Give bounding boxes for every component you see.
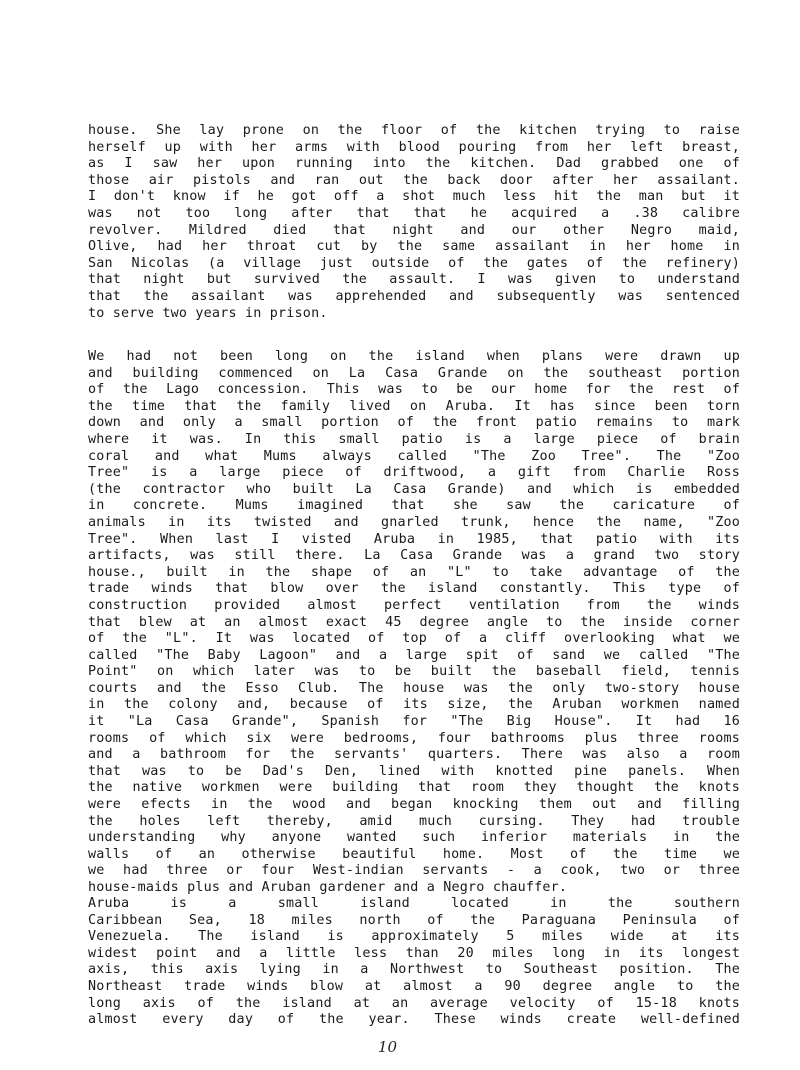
text-line: and a bathroom for the servants' quarters. There was also a room (88, 747, 740, 763)
text-line: long axis of the island at an average velocity of 15-18 knots (88, 995, 740, 1011)
text-line: I don't know if he got off a shot much less hit the man but it (88, 189, 740, 205)
text-line: Point" on which later was to be built the baseball field, tennis (88, 664, 740, 680)
text-line: Northeast trade winds blow at almost a 90 degree angle to the (88, 978, 740, 994)
text-line: axis, this axis lying in a Northwest to Southeast position. The (88, 962, 740, 978)
text-line: courts and the Esso Club. The house was the only two-story house (88, 680, 740, 696)
text-line: of the Lago concession. This was to be our home for the rest of (88, 382, 740, 398)
text-line: it "La Casa Grande", Spanish for "The Big House". It had 16 (88, 714, 740, 730)
text-line: rooms of which six were bedrooms, four bathrooms plus three rooms (88, 730, 740, 746)
text-line: where it was. In this small patio is a large piece of brain (88, 431, 740, 447)
text-line: house-maids plus and Aruban gardener and a Negro chauffer. (88, 880, 568, 895)
text-line: walls of an otherwise beautiful home. Most of the time we (88, 846, 740, 862)
text-line: and building commenced on La Casa Grande on the southeast portion (88, 365, 740, 381)
text-line: in concrete. Mums imagined that she saw the caricature of (88, 498, 740, 514)
paragraph-aruba-geography (88, 896, 740, 1029)
text-line: Tree" is a large piece of driftwood, a gift from Charlie Ross (88, 465, 740, 481)
text-line: animals in its twisted and gnarled trunk, hence the name, "Zoo (88, 514, 740, 530)
text-line: San Nicolas (a village just outside of the gates of the refinery) (88, 255, 740, 271)
text-line: were efects in the wood and began knocking them out and filling (88, 797, 740, 813)
text-line: that the assailant was apprehended and subsequently was sentenced (88, 288, 740, 304)
text-line: (the contractor who built La Casa Grande) and which is embedded (88, 481, 740, 497)
text-line: that night but survived the assault. I was given to understand (88, 272, 740, 288)
text-line: called "The Baby Lagoon" and a large spit of sand we called "The (88, 647, 740, 663)
text-line: Aruba is a small island located in the southern (88, 896, 740, 911)
text-line: widest point and a little less than 20 miles long in its longest (88, 945, 740, 961)
text-line: that blew at an almost exact 45 degree angle to the inside corner (88, 614, 740, 630)
text-line: the native workmen were building that room they thought the knots (88, 780, 740, 796)
text-line: house. She lay prone on the floor of the kitchen trying to raise (88, 123, 740, 138)
text-line: Venezuela. The island is approximately 5 miles wide at its (88, 929, 740, 945)
text-line: Olive, had her throat cut by the same assailant in her home in (88, 239, 740, 255)
page-number: 10 (378, 1038, 398, 1056)
text-line: coral and what Mums always called "The Zoo Tree". The "Zoo (88, 448, 740, 464)
text-line: Tree". When last I visted Aruba in 1985, that patio with its (88, 531, 740, 547)
text-line: to serve two years in prison. (88, 305, 328, 321)
text-line: the holes left thereby, amid much cursing. They had trouble (88, 813, 740, 829)
text-line: was not too long after that that he acquired a .38 calibre (88, 205, 740, 221)
text-line: we had three or four West-indian servants - a cook, two or three (88, 863, 740, 879)
text-line: almost every day of the year. These winds create well-defined (88, 1012, 740, 1028)
paragraph-assailant (88, 123, 740, 322)
text-line: herself up with her arms with blood pouring from her left breast, (88, 139, 740, 155)
text-line: in the colony and, because of its size, the Aruban workmen named (88, 697, 740, 713)
text-line: We had not been long on the island when plans were drawn up (88, 349, 740, 364)
text-line: trade winds that blow over the island constantly. This type of (88, 581, 740, 597)
text-line: as I saw her upon running into the kitchen. Dad grabbed one of (88, 156, 740, 172)
text-line: that was to be Dad's Den, lined with knotted pine panels. When (88, 763, 740, 779)
text-line: of the "L". It was located of top of a cliff overlooking what we (88, 631, 740, 647)
paragraph-la-casa-grande (88, 349, 740, 897)
text-line: those air pistols and ran out the back door after her assailant. (88, 172, 740, 188)
text-line: revolver. Mildred died that night and our other Negro maid, (88, 222, 740, 238)
text-line: house., built in the shape of an "L" to take advantage of the (88, 564, 740, 580)
text-line: understanding why anyone wanted such inferior materials in the (88, 830, 740, 846)
text-line: construction provided almost perfect ventilation from the winds (88, 597, 740, 613)
text-line: Caribbean Sea, 18 miles north of the Paraguana Peninsula of (88, 912, 740, 928)
text-line: down and only a small portion of the front patio remains to mark (88, 415, 740, 431)
text-line: artifacts, was still there. La Casa Grande was a grand two story (88, 548, 740, 564)
text-line: the time that the family lived on Aruba. It has since been torn (88, 398, 740, 414)
